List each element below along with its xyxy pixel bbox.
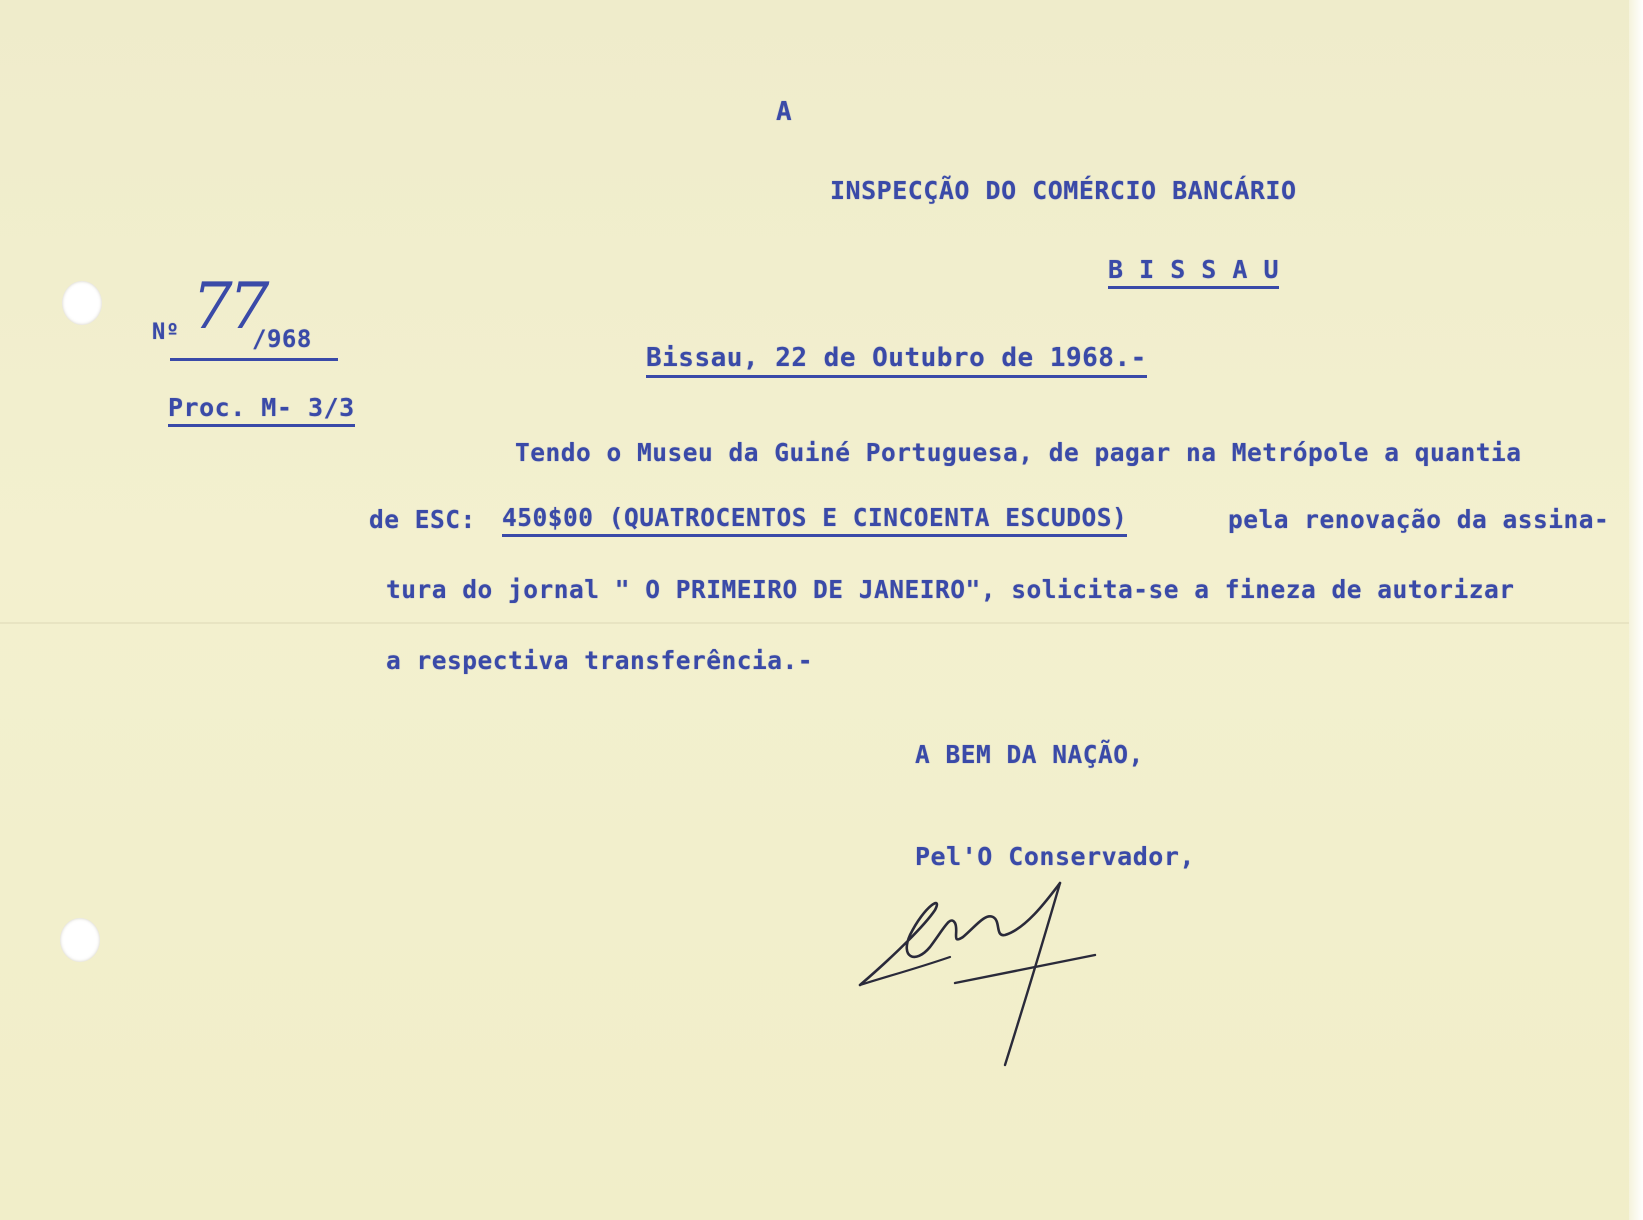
- signatory: Pel'O Conservador,: [915, 842, 1195, 871]
- date-line: Bissau, 22 de Outubro de 1968.-: [646, 343, 1147, 378]
- recipient-name: INSPECÇÃO DO COMÉRCIO BANCÁRIO: [830, 176, 1297, 205]
- body-line-2-end: pela renovação da assina-: [1228, 505, 1610, 534]
- ref-year: /968: [252, 325, 312, 353]
- recipient-city: B I S S A U: [1108, 255, 1279, 289]
- process-number: Proc. M- 3/3: [168, 393, 355, 427]
- punch-hole-bottom: [60, 918, 100, 962]
- reference-number: [152, 270, 342, 360]
- ref-underline: [170, 358, 338, 361]
- body-line-3: tura do jornal " O PRIMEIRO DE JANEIRO", solicita-se a fineza de autorizar: [386, 575, 1515, 604]
- body-line-2-start: de ESC:: [369, 505, 476, 534]
- punch-hole-top: [62, 281, 102, 325]
- amount: 450$00 (QUATROCENTOS E CINCOENTA ESCUDOS): [502, 503, 1127, 537]
- closing: A BEM DA NAÇÃO,: [915, 740, 1144, 769]
- ref-prefix: Nº: [152, 320, 180, 345]
- handwritten-signature: [855, 865, 1175, 1075]
- ref-handwritten-number: 77: [192, 270, 266, 344]
- paper-fold: [0, 622, 1643, 624]
- body-line-4: a respectiva transferência.-: [386, 646, 814, 675]
- salutation: A: [776, 97, 793, 127]
- paper-edge: [1629, 0, 1643, 1220]
- body-line-1: Tendo o Museu da Guiné Portuguesa, de pagar na Metrópole a quantia: [515, 438, 1522, 467]
